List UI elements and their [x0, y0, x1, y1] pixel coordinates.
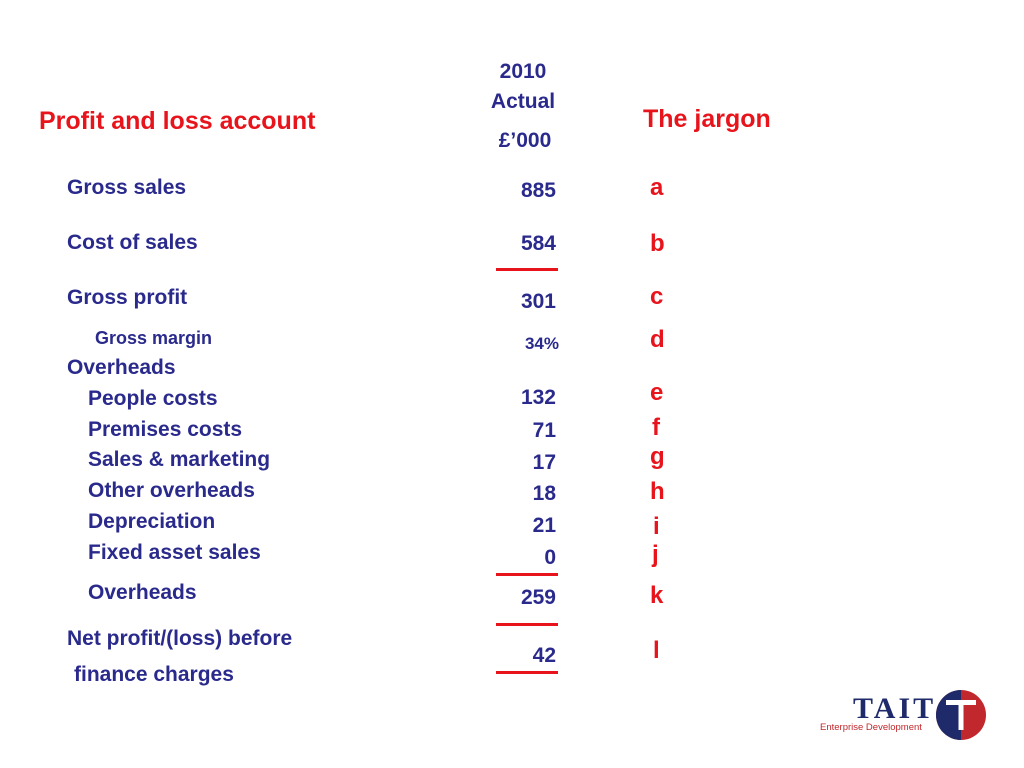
row-label: Overheads: [88, 581, 197, 604]
row-label: Sales & marketing: [88, 448, 271, 471]
jargon-title: The jargon: [643, 105, 771, 133]
subtotal-rule: [496, 268, 558, 271]
row-label: People costs: [88, 387, 218, 410]
jargon-letter: e: [650, 379, 664, 406]
row-value: 584: [520, 232, 556, 255]
jargon-letter: d: [650, 326, 665, 353]
row-label: Depreciation: [88, 510, 216, 533]
jargon-letter: h: [650, 478, 665, 505]
row-label: Fixed asset sales: [88, 541, 261, 564]
row-value: 885: [520, 179, 556, 202]
row-label: Gross profit: [67, 286, 188, 309]
row-value: 34%: [524, 334, 559, 353]
row-label: Premises costs: [88, 418, 243, 441]
column-unit: £’000: [498, 129, 552, 152]
row-value: 0: [544, 546, 556, 569]
row-label: Gross margin: [95, 328, 213, 348]
row-value: 42: [532, 644, 556, 667]
page-title: Profit and loss account: [39, 107, 316, 135]
subtotal-rule: [496, 623, 558, 626]
row-value: 18: [532, 482, 556, 505]
jargon-letter: j: [652, 541, 659, 568]
row-label: Net profit/(loss) before: [67, 627, 293, 650]
row-value: 259: [520, 586, 556, 609]
row-label: Gross sales: [67, 176, 187, 199]
row-value: 21: [532, 514, 556, 537]
jargon-letter: l: [653, 637, 660, 664]
row-value: 17: [532, 451, 556, 474]
row-value: 132: [520, 386, 556, 409]
jargon-letter: c: [650, 283, 664, 310]
jargon-letter: b: [650, 230, 665, 257]
row-value: 301: [520, 290, 556, 313]
column-type: Actual: [490, 90, 556, 113]
row-label-continued: finance charges: [74, 663, 234, 686]
total-rule: [496, 671, 558, 674]
jargon-letter: a: [650, 174, 664, 201]
logo-tagline: Enterprise Development: [820, 722, 922, 733]
jargon-letter: g: [650, 443, 665, 470]
jargon-letter: k: [650, 582, 664, 609]
subtotal-rule: [496, 573, 558, 576]
logo-name: TAIT: [853, 692, 937, 725]
logo-emblem-icon: [934, 688, 988, 742]
row-label: Other overheads: [88, 479, 255, 502]
row-value: 71: [532, 419, 556, 442]
jargon-letter: i: [653, 513, 660, 540]
column-year: 2010: [499, 60, 547, 83]
section-heading: Overheads: [67, 356, 176, 379]
jargon-letter: f: [652, 414, 660, 441]
row-label: Cost of sales: [67, 231, 198, 254]
